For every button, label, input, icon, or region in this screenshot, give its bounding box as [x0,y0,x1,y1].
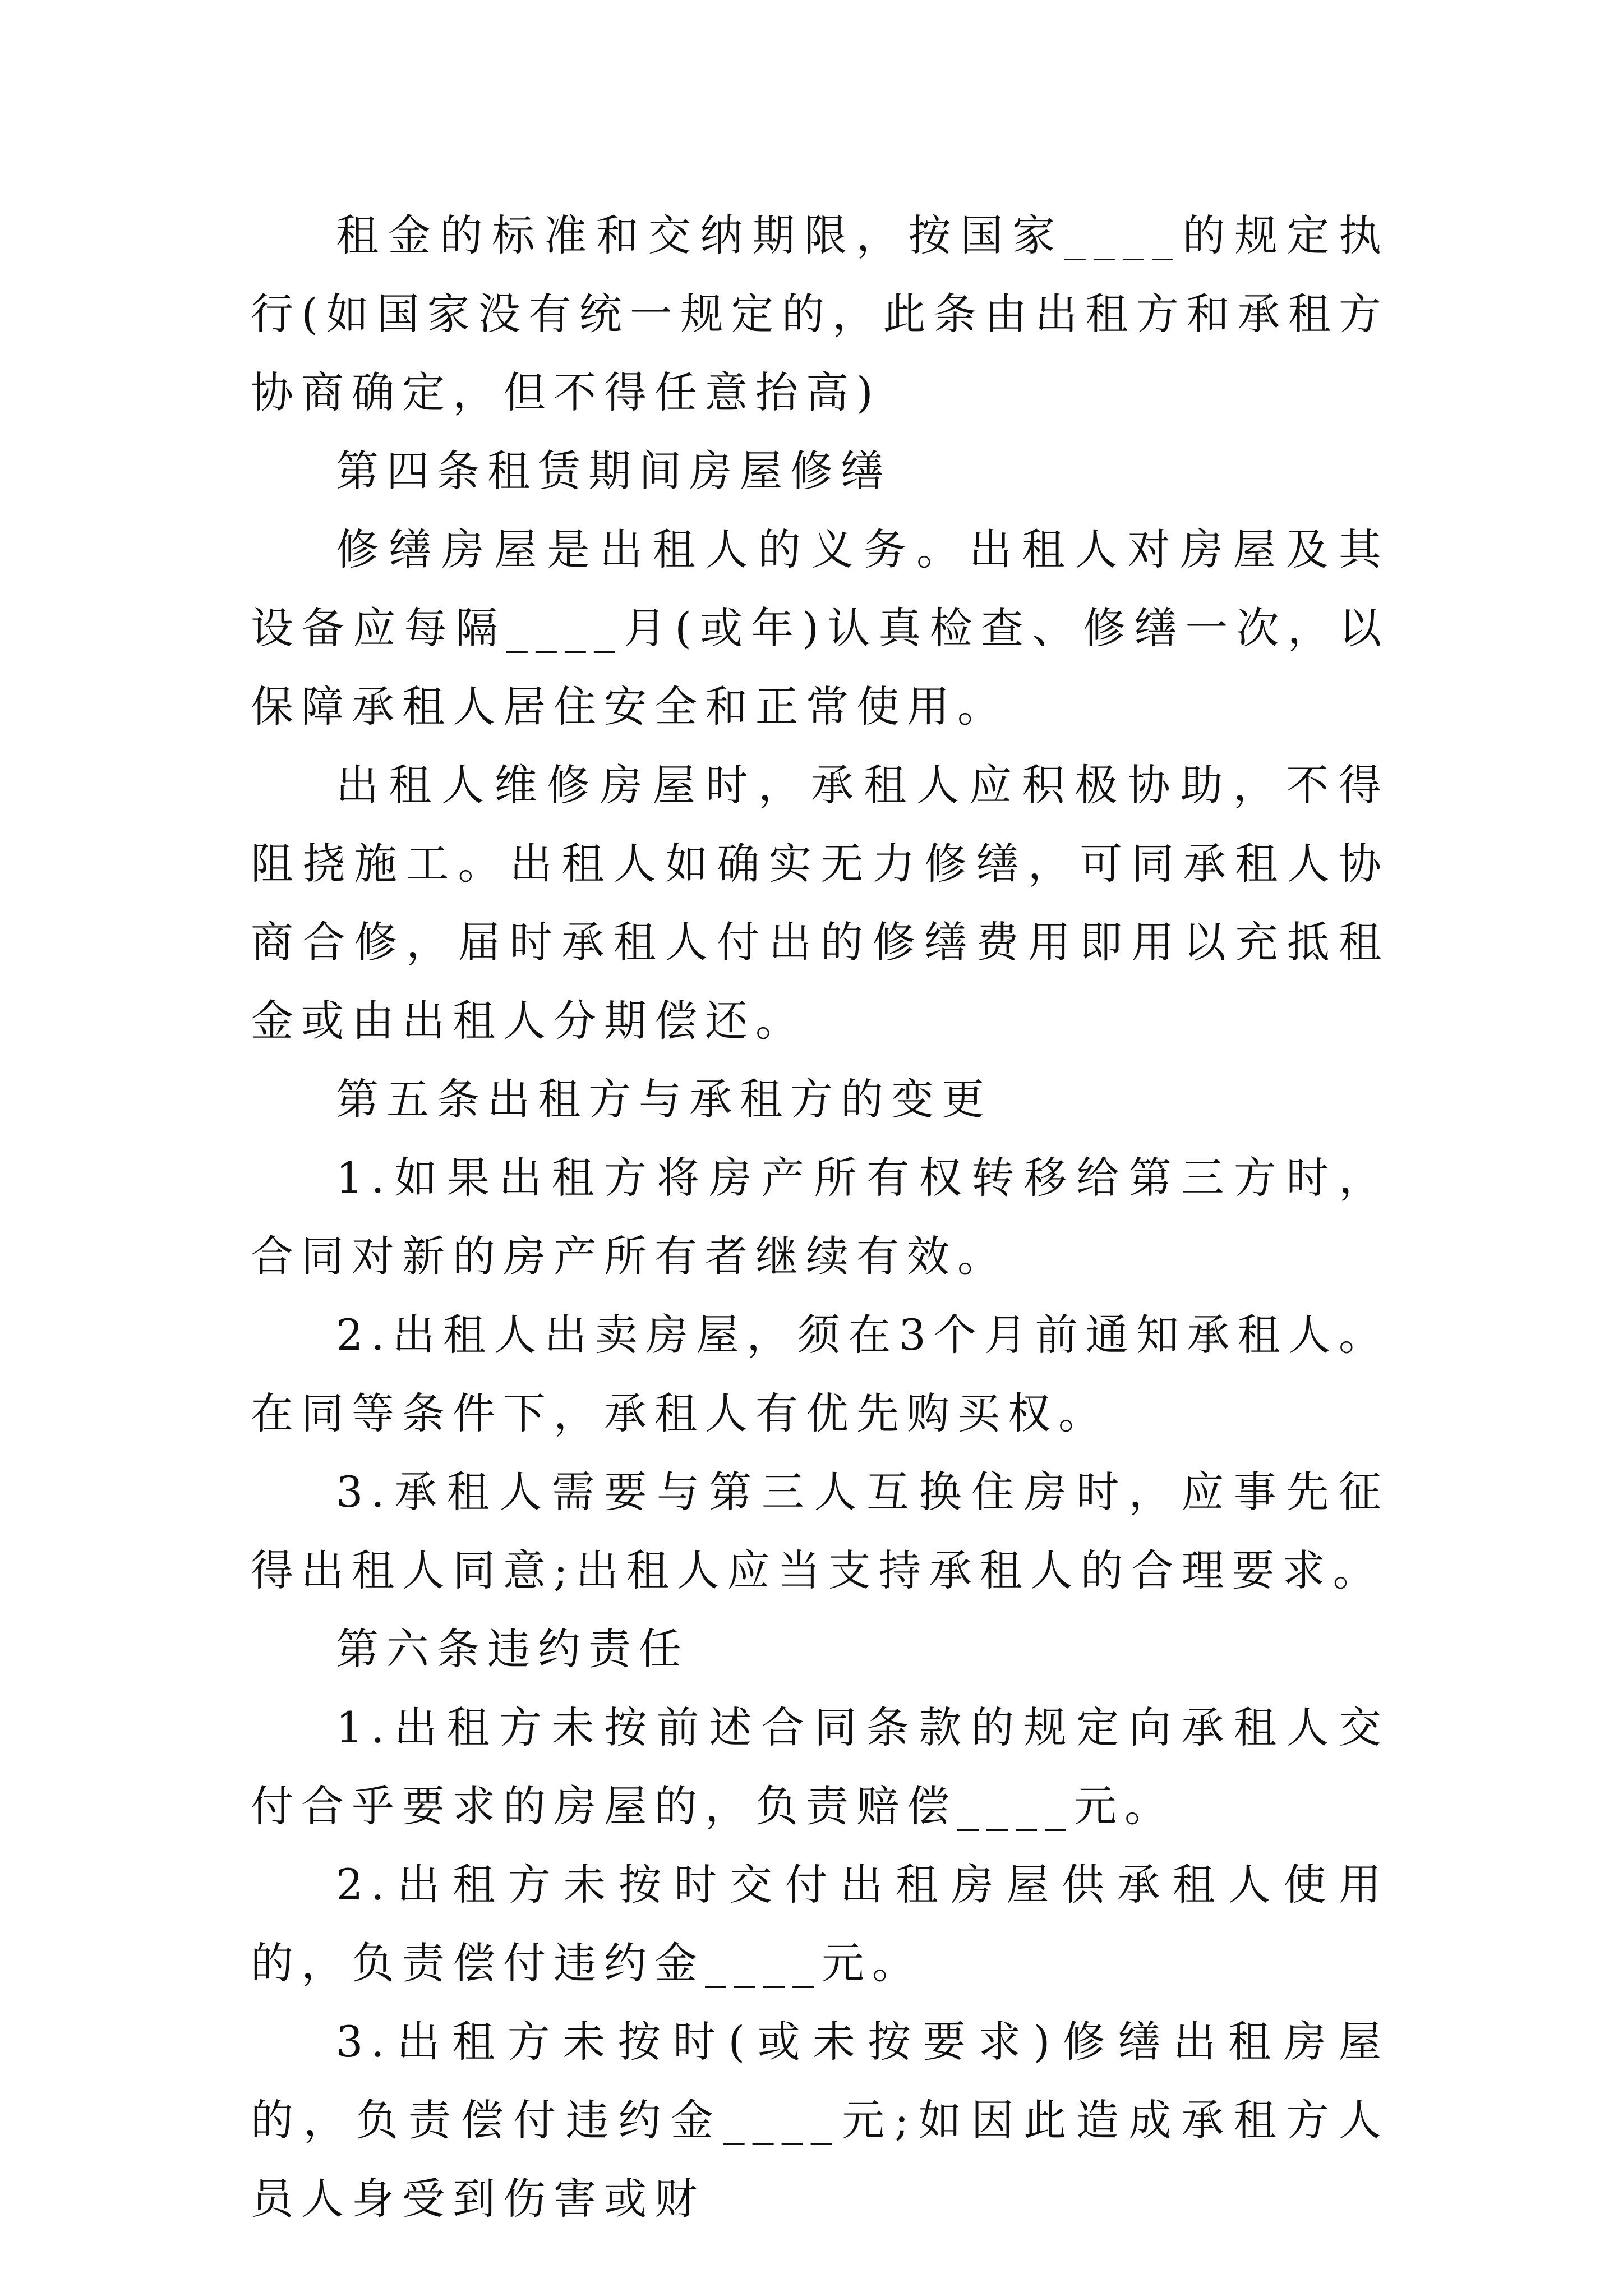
paragraph-breach-2: 2.出租方未按时交付出租房屋供承租人使用的，负责偿付违约金____元。 [251,1860,1389,1988]
paragraph-repair-duty: 修缮房屋是出租人的义务。出租人对房屋及其设备应每隔____月(或年)认真检查、修缮一次，以保障承租人居住安全和正常使用。 [251,524,1389,731]
heading-article-5: 第五条出租方与承租方的变更 [336,1074,992,1124]
paragraph-repair-assist: 出租人维修房屋时，承租人应积极协助，不得阻挠施工。出租人如确实无力修缮，可同承租人协商合修，届时承租人付出的修缮费用即用以充抵租金或由出租人分期偿还。 [251,760,1389,1046]
paragraph-change-2: 2.出租人出卖房屋，须在3个月前通知承租人。在同等条件下，承租人有优先购买权。 [251,1310,1389,1438]
paragraph-breach-3: 3.出租方未按时(或未按要求)修缮出租房屋的，负责偿付违约金____元;如因此造成承租方人员人身受到伤害或财 [251,2017,1389,2224]
heading-article-6: 第六条违约责任 [336,1624,689,1674]
paragraph-change-3: 3.承租人需要与第三人互换住房时，应事先征得出租人同意;出租人应当支持承租人的合理要求。 [251,1467,1389,1595]
paragraph-breach-1: 1.出租方未按前述合同条款的规定向承租人交付合乎要求的房屋的，负责赔偿____元。 [251,1703,1389,1831]
document-page [251,196,1389,2238]
heading-article-4: 第四条租赁期间房屋修缮 [336,446,891,496]
paragraph-change-1: 1.如果出租方将房产所有权转移给第三方时，合同对新的房产所有者继续有效。 [251,1153,1389,1281]
paragraph-rent-standard: 租金的标准和交纳期限，按国家____的规定执行(如国家没有统一规定的，此条由出租方和承租方协商确定，但不得任意抬高) [251,210,1389,417]
